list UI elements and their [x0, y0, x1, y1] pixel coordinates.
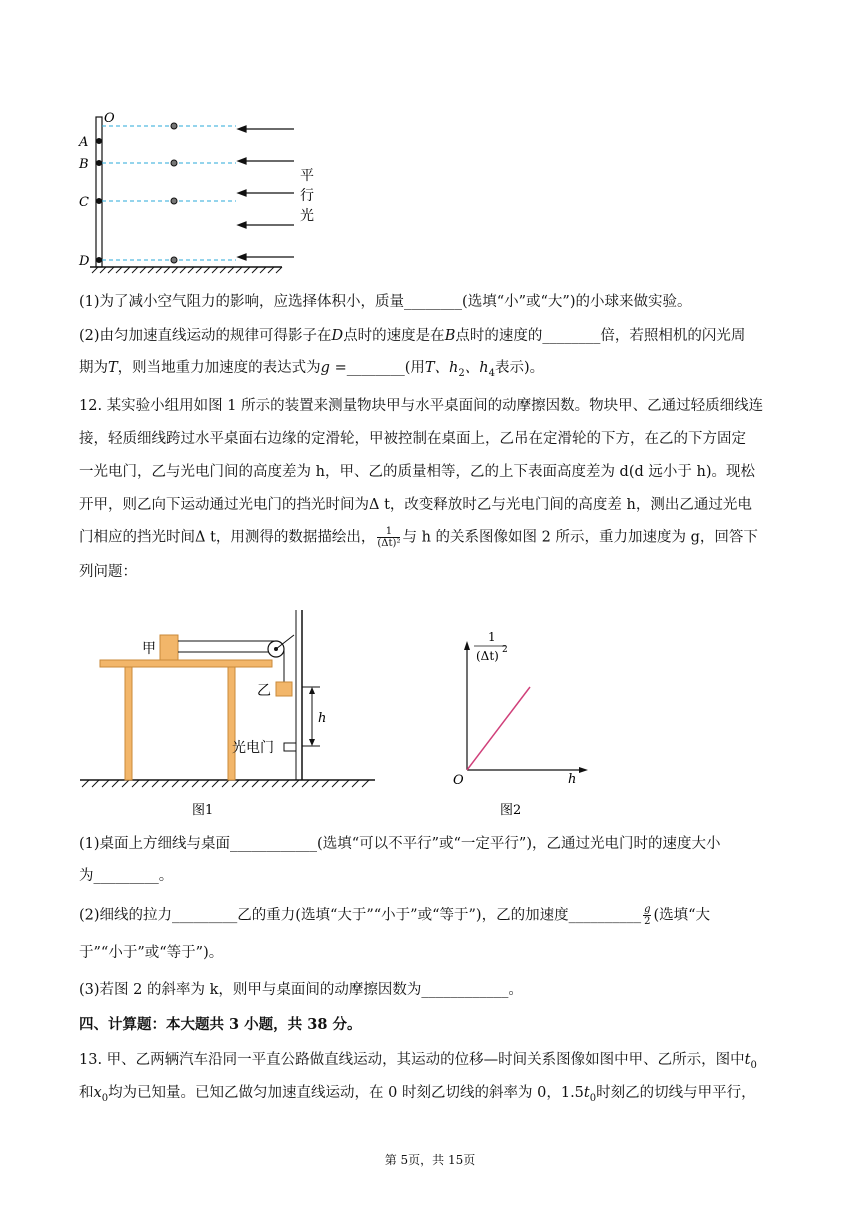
y-label-exp: 2	[502, 645, 508, 655]
label-h: h	[318, 711, 327, 726]
q12-line1: 12. 某实验小组用如图 1 所示的装置来测量物块甲与水平桌面间的动摩擦因数。物块甲、乙通过轻质细线连	[79, 398, 764, 414]
figure-apparatus	[80, 605, 380, 820]
table-top	[100, 660, 272, 667]
arrows	[238, 126, 294, 260]
x-label: h	[568, 772, 577, 787]
light-label-3: 光	[300, 208, 314, 224]
q13-line2: 和$x_0$均为已知量。已知乙做匀加速直线运动，在 0 时刻乙切线的斜率为 0，$1.5t_0$时刻乙的切线与甲平行，	[79, 1085, 756, 1104]
figure-parallel-light	[70, 105, 314, 280]
fraction-g-over-2: $\frac{g}{2}$	[644, 904, 651, 927]
block-yi	[276, 682, 292, 696]
label-C: C	[79, 195, 89, 210]
table-leg-left	[125, 667, 132, 780]
q12-line3: 一光电门，乙与光电门间的高度差为 h，甲、乙的质量相等，乙的上下表面高度差为 d(d 远小于 h)。现松	[79, 464, 755, 480]
label-A: A	[79, 135, 89, 150]
data-line	[467, 687, 530, 770]
section-heading: 四、计算题：本大题共 3 小题，共 38 分。	[79, 1016, 362, 1033]
block-jia	[160, 635, 178, 660]
label-photogate: 光电门	[232, 740, 274, 756]
label-D: D	[79, 254, 90, 269]
q12-answer1-line2: 为_________。	[79, 868, 174, 884]
fig1-caption: 图1	[192, 803, 214, 818]
q12-line2: 接，轻质细线跨过水平桌面右边缘的定滑轮，甲被控制在桌面上，乙吊在定滑轮的下方，在乙的下方固定	[79, 431, 746, 447]
photogate	[284, 743, 296, 751]
q12-answer3: (3)若图 2 的斜率为 k，则甲与桌面间的动摩擦因数为____________。	[79, 982, 523, 998]
page-footer: 第 5页，共 15页	[384, 1153, 476, 1167]
q12-line5: 门相应的挡光时间Δ t，用测得的数据描绘出， $\frac{1}{\text{(Δt)²}}$ 与 h 的关系图像如图 2 所示，重力加速度为 g，回答下	[79, 526, 758, 549]
light-label-2: 行	[300, 188, 314, 204]
q11-part2-line2: 期为T，则当地重力加速度的表达式为g =________(用T、$h_2$、$h_4$表示)。	[79, 360, 545, 379]
q13-line1: 13. 甲、乙两辆汽车沿同一平直公路做直线运动，其运动的位移—时间关系图像如图中甲、乙所示，图中$t_0$	[79, 1052, 757, 1071]
label-O: O	[104, 111, 115, 126]
q12-line4: 开甲，则乙向下运动通过光电门的挡光时间为Δ t，改变释放时乙与光电门间的高度差 h，测出乙通过光电	[79, 497, 752, 513]
y-label-den: (Δt)	[476, 649, 499, 663]
q11-part2-line1: (2)由匀加速直线运动的规律可得影子在D点时的速度是在B点时的速度的________倍，若照相机的闪光周	[79, 328, 746, 344]
q12-answer1-line1: (1)桌面上方细线与桌面____________(选填“可以不平行”或“一定平行”)，乙通过光电门时的速度大小	[79, 836, 721, 852]
label-jia: 甲	[142, 641, 156, 657]
q12-answer2-line1: (2)细线的拉力_________乙的重力(选填“大于”“小于”或“等于”)，乙的加速度__________ $\frac{g}{2}$ (选填“大	[79, 904, 711, 927]
label-B: B	[79, 157, 89, 172]
ground-hatch	[92, 267, 282, 273]
light-dashed-lines	[102, 126, 236, 260]
y-label-num: 1	[488, 630, 496, 644]
figure-graph	[440, 625, 600, 820]
table-leg-right	[228, 667, 235, 780]
fraction-one-over-dt2: $\frac{1}{\text{(Δt)²}}$	[377, 526, 401, 549]
ball-dots	[171, 123, 177, 263]
q11-part1: (1)为了减小空气阻力的影响，应选择体积小，质量________(选填“小”或“大”)的小球来做实验。	[79, 294, 692, 310]
fig2-caption: 图2	[500, 803, 522, 818]
ground-hatch-2	[82, 780, 369, 787]
light-label-1: 平	[300, 168, 314, 184]
label-yi: 乙	[257, 683, 271, 699]
q12-line6: 列问题：	[79, 564, 137, 580]
origin-label: O	[453, 773, 464, 788]
q12-answer2-line2: 于”“小于”或“等于”)。	[79, 945, 224, 961]
